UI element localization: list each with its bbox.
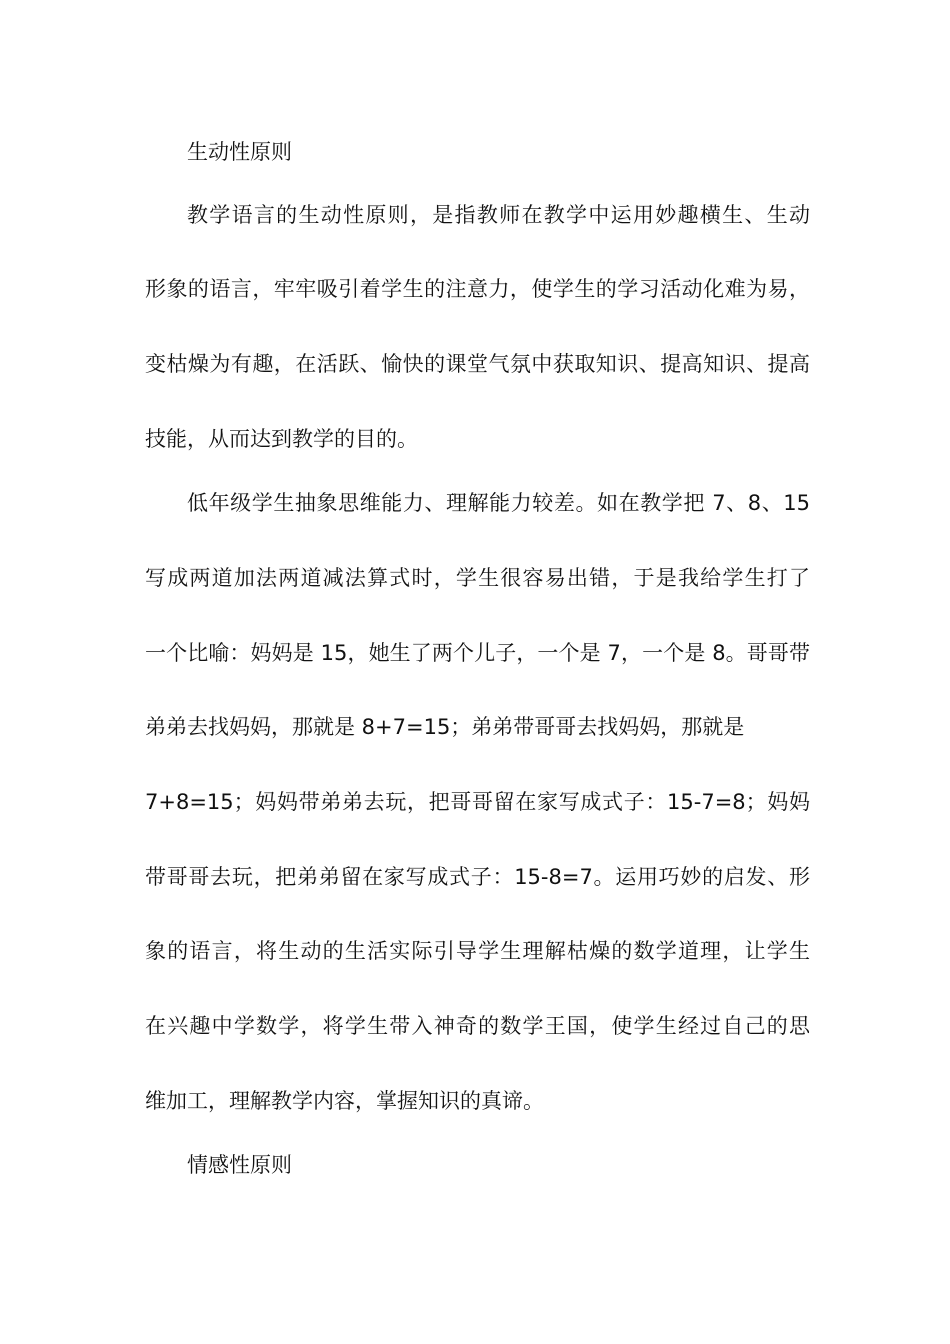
section-heading: 情感性原则 [187,1153,292,1177]
paragraph-line: 象的语言，将生动的生活实际引导学生理解枯燥的数学道理，让学生 [145,939,810,963]
paragraph-line: 弟弟去找妈妈，那就是 8+7=15；弟弟带哥哥去找妈妈，那就是 [145,715,745,739]
paragraph-line: 维加工，理解教学内容，掌握知识的真谛。 [145,1089,544,1113]
paragraph-line: 形象的语言，牢牢吸引着学生的注意力，使学生的学习活动化难为易， [145,277,810,301]
paragraph-line: 低年级学生抽象思维能力、理解能力较差。如在教学把 7、8、15 [187,491,810,515]
paragraph-line: 带哥哥去玩，把弟弟留在家写成式子：15-8=7。运用巧妙的启发、形 [145,865,810,889]
paragraph-line: 7+8=15；妈妈带弟弟去玩，把哥哥留在家写成式子：15-7=8；妈妈 [145,790,810,814]
paragraph-line: 写成两道加法两道减法算式时，学生很容易出错，于是我给学生打了 [145,566,810,590]
paragraph-line: 一个比喻：妈妈是 15，她生了两个儿子，一个是 7，一个是 8。哥哥带 [145,641,810,665]
section-heading: 生动性原则 [187,140,292,164]
paragraph-line: 教学语言的生动性原则，是指教师在教学中运用妙趣横生、生动 [187,203,810,227]
paragraph-line: 变枯燥为有趣，在活跃、愉快的课堂气氛中获取知识、提高知识、提高 [145,352,810,376]
paragraph-line: 技能，从而达到教学的目的。 [145,427,418,451]
paragraph-line: 在兴趣中学数学，将学生带入神奇的数学王国，使学生经过自己的思 [145,1014,810,1038]
